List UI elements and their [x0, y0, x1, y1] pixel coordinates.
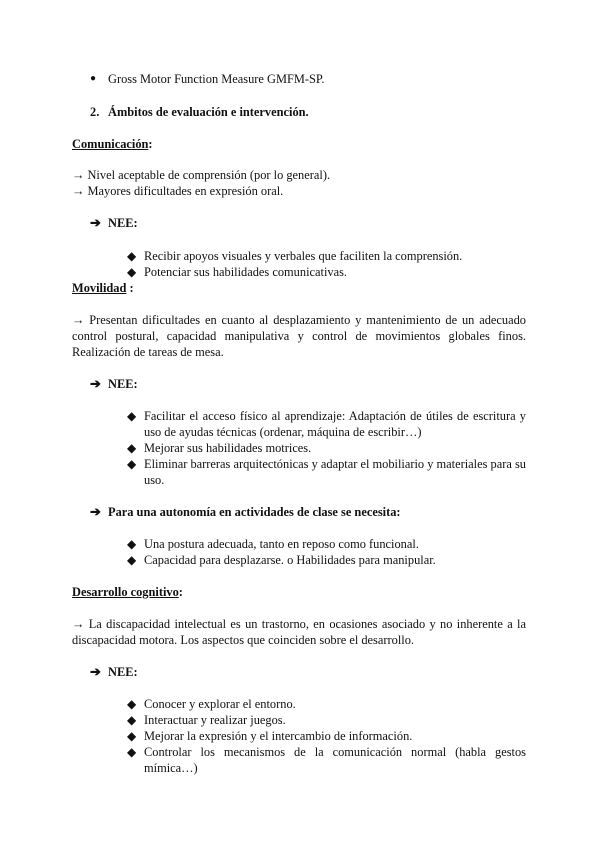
cognitivo-nee-item-2: Interactuar y realizar juegos.	[144, 713, 286, 727]
movilidad-nee-item-3-line-2: uso.	[144, 473, 165, 487]
comunicacion-nee-item-2: Potenciar sus habilidades comunicativas.	[144, 265, 348, 279]
arrow-right-icon: ➔	[90, 215, 101, 230]
diamond-bullet-icon: ◆	[127, 697, 137, 711]
bullet-dot-icon: ●	[90, 73, 97, 84]
cognitivo-paragraph-line-2: discapacidad motora. Los aspectos que coinciden sobre el desarrollo.	[72, 633, 415, 647]
diamond-bullet-icon: ◆	[127, 745, 137, 759]
gmfm-item: Gross Motor Function Measure GMFM-SP.	[108, 72, 325, 86]
diamond-bullet-icon: ◆	[127, 713, 137, 727]
cognitivo-nee-item-3: Mejorar la expresión y el intercambio de información.	[144, 729, 413, 743]
comunicacion-line-1: → Nivel aceptable de comprensión (por lo general).	[72, 168, 331, 182]
autonomia-label: Para una autonomía en actividades de clase se necesita:	[108, 505, 401, 519]
autonomia-item-1: Una postura adecuada, tanto en reposo como funcional.	[144, 537, 419, 551]
cognitivo-heading	[72, 584, 183, 600]
diamond-bullet-icon: ◆	[127, 729, 137, 743]
comunicacion-heading	[72, 136, 153, 152]
cognitivo-heading-text: Desarrollo cognitivo	[72, 585, 179, 599]
cognitivo-nee-item-4-line-2: mímica…)	[144, 761, 198, 775]
arrow-right-icon: ➔	[90, 504, 101, 519]
comunicacion-nee-item-1: Recibir apoyos visuales y verbales que faciliten la comprensión.	[144, 249, 463, 263]
movilidad-paragraph-line-1: → Presentan dificultades en cuanto al desplazamiento y mantenimiento de un adecuado	[72, 313, 526, 327]
comunicacion-line-2: → Mayores dificultades en expresión oral.	[72, 184, 284, 198]
cognitivo-nee-item-1: Conocer y explorar el entorno.	[144, 697, 296, 711]
movilidad-heading-text: Movilidad	[72, 281, 127, 295]
cognitivo-heading-colon: :	[178, 585, 183, 599]
autonomia-item-2: Capacidad para desplazarse. o Habilidades para manipular.	[144, 553, 436, 567]
cognitivo-nee-label: NEE:	[108, 665, 138, 679]
diamond-bullet-icon: ◆	[127, 409, 137, 423]
arrow-right-icon: ➔	[90, 664, 101, 679]
movilidad-nee-item-2: Mejorar sus habilidades motrices.	[144, 441, 312, 455]
cognitivo-nee-item-4-line-1: Controlar los mecanismos de la comunicación normal (habla gestos	[144, 745, 526, 759]
movilidad-nee-item-1-line-2: uso de ayudas técnicas (ordenar, máquina de escribir…)	[144, 425, 422, 439]
arrow-right-icon: ➔	[90, 376, 101, 391]
diamond-bullet-icon: ◆	[127, 441, 137, 455]
movilidad-nee-item-3-line-1: Eliminar barreras arquitectónicas y adaptar el mobiliario y materiales para su	[144, 457, 526, 471]
comunicacion-heading-text: Comunicación	[72, 137, 149, 151]
cognitivo-paragraph-line-1: → La discapacidad intelectual es un trastorno, en ocasiones asociado y no inherente a la	[72, 617, 526, 631]
movilidad-paragraph-line-2: control postural, capacidad manipulativa y control de movimientos globales finos.	[72, 329, 526, 343]
movilidad-nee-item-1-line-1: Facilitar el acceso físico al aprendizaje: Adaptación de útiles de escritura y	[144, 409, 526, 423]
diamond-bullet-icon: ◆	[127, 249, 137, 263]
movilidad-paragraph-line-3: Realización de tareas de mesa.	[72, 345, 224, 359]
diamond-bullet-icon: ◆	[127, 553, 137, 567]
movilidad-heading-colon: :	[126, 281, 134, 295]
diamond-bullet-icon: ◆	[127, 265, 137, 279]
movilidad-nee-label: NEE:	[108, 377, 138, 391]
section-title: Ámbitos de evaluación e intervención.	[108, 105, 309, 119]
section-number: 2.	[90, 105, 100, 119]
comunicacion-heading-colon: :	[148, 137, 153, 151]
comunicacion-nee-label: NEE:	[108, 216, 138, 230]
diamond-bullet-icon: ◆	[127, 457, 137, 471]
movilidad-heading	[72, 280, 134, 296]
diamond-bullet-icon: ◆	[127, 537, 137, 551]
